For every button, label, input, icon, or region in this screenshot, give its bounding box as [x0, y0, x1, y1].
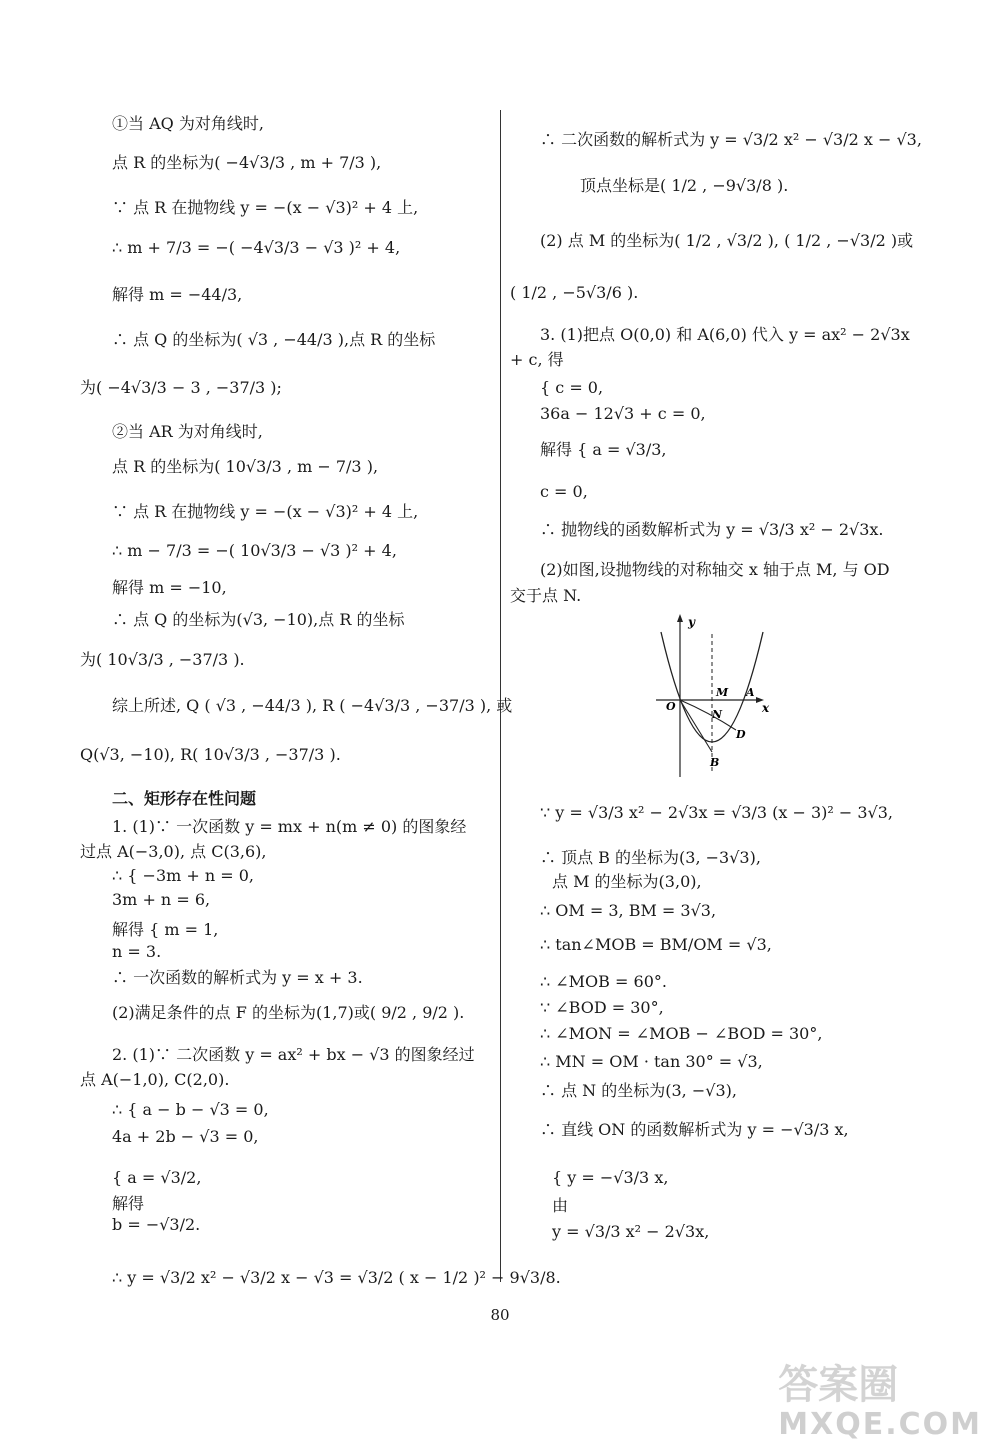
left-column-line: 点 R 的坐标为( 10√3/3 , m − 7/3 ),: [112, 457, 379, 476]
left-column-line: 综上所述, Q ( √3 , −44/3 ), R ( −4√3/3 , −37/3 ), 或: [112, 696, 513, 715]
left-column-line: 点 R 的坐标为( −4√3/3 , m + 7/3 ),: [112, 153, 382, 172]
left-column-line: ∵ 点 R 在抛物线 y = −(x − √3)² + 4 上,: [112, 198, 419, 217]
left-column-line: 1. (1)∵ 一次函数 y = mx + n(m ≠ 0) 的图象经: [112, 817, 467, 836]
right-column-line: 顶点坐标是( 1/2 , −9√3/8 ).: [580, 176, 789, 195]
right-column-line: ∵ y = √3/3 x² − 2√3x = √3/3 (x − 3)² − 3√3,: [540, 803, 894, 822]
page-number: 80: [490, 1306, 510, 1324]
right-column-line: ∴ 直线 ON 的函数解析式为 y = −√3/3 x,: [540, 1120, 849, 1139]
left-column-line: ①当 AQ 为对角线时,: [112, 114, 264, 133]
right-column-line: { y = −√3/3 x,: [552, 1168, 669, 1187]
left-column-line: 2. (1)∵ 二次函数 y = ax² + bx − √3 的图象经过: [112, 1045, 475, 1064]
left-column-line: ∴ 点 Q 的坐标为( √3 , −44/3 ),点 R 的坐标: [112, 330, 436, 349]
right-column-line: ∴ 抛物线的函数解析式为 y = √3/3 x² − 2√3x.: [540, 520, 884, 539]
left-column-line: ∴ 点 Q 的坐标为(√3, −10),点 R 的坐标: [112, 610, 405, 629]
parabola-figure: [648, 612, 778, 782]
right-column-line: ∴ tan∠MOB = BM/OM = √3,: [540, 935, 772, 954]
left-column-line: 点 A(−1,0), C(2,0).: [80, 1070, 230, 1089]
left-column-line: 为( −4√3/3 − 3 , −37/3 );: [80, 378, 282, 397]
right-column-line: ( 1/2 , −5√3/6 ).: [510, 283, 639, 302]
right-column-line: { c = 0,: [540, 378, 604, 397]
right-column-line: ∵ ∠BOD = 30°,: [540, 998, 664, 1017]
left-column-line: 4a + 2b − √3 = 0,: [112, 1127, 259, 1146]
left-column-line: ∴ 一次函数的解析式为 y = x + 3.: [112, 968, 363, 987]
left-column-line: (2)满足条件的点 F 的坐标为(1,7)或( 9/2 , 9/2 ).: [112, 1003, 465, 1022]
left-column-line: ∴ { a − b − √3 = 0,: [112, 1100, 269, 1119]
left-column-line: 解得 m = −44/3,: [112, 285, 243, 304]
left-column-line: Q(√3, −10), R( 10√3/3 , −37/3 ).: [80, 745, 341, 764]
right-column-line: ∴ OM = 3, BM = 3√3,: [540, 901, 717, 920]
watermark-site: MXQE.COM: [778, 1407, 982, 1442]
right-column-line: 点 M 的坐标为(3,0),: [552, 872, 702, 891]
label-d: D: [736, 728, 746, 741]
left-column-line: ②当 AR 为对角线时,: [112, 422, 263, 441]
left-column-line: 解得 m = −10,: [112, 578, 227, 597]
label-x: x: [762, 701, 770, 715]
right-column-line: (2) 点 M 的坐标为( 1/2 , √3/2 ), ( 1/2 , −√3/2 )或: [540, 231, 914, 250]
label-a: A: [746, 686, 755, 699]
left-column-line: ∴ m − 7/3 = −( 10√3/3 − √3 )² + 4,: [112, 541, 397, 560]
right-column-line: (2)如图,设抛物线的对称轴交 x 轴于点 M, 与 OD: [540, 560, 890, 579]
left-column-line: ∴ m + 7/3 = −( −4√3/3 − √3 )² + 4,: [112, 238, 401, 257]
right-column-line: ∴ 顶点 B 的坐标为(3, −3√3),: [540, 848, 761, 867]
right-column-line: ∴ 点 N 的坐标为(3, −√3),: [540, 1081, 737, 1100]
right-column-line: 36a − 12√3 + c = 0,: [540, 404, 706, 423]
right-column-line: 3. (1)把点 O(0,0) 和 A(6,0) 代入 y = ax² − 2√3x: [540, 325, 910, 344]
y-axis-arrow: [677, 614, 683, 622]
segment-od: [680, 700, 736, 730]
right-column-line: c = 0,: [540, 482, 588, 501]
label-o: O: [666, 700, 676, 713]
right-column-line: + c, 得: [510, 350, 564, 369]
left-column-line: ∵ 点 R 在抛物线 y = −(x − √3)² + 4 上,: [112, 502, 419, 521]
left-column-line: 解得 { m = 1,: [112, 920, 219, 939]
left-column-line: n = 3.: [112, 942, 162, 961]
section-heading: 二、矩形存在性问题: [112, 789, 257, 808]
right-column-line: ∴ ∠MOB = 60°.: [540, 972, 667, 991]
left-column-line: 解得: [112, 1194, 145, 1213]
right-column-line: 由: [552, 1196, 569, 1215]
left-column-line: ∴ { −3m + n = 0,: [112, 866, 255, 885]
right-column-line: ∴ ∠MON = ∠MOB − ∠BOD = 30°,: [540, 1024, 823, 1043]
right-column-line: 交于点 N.: [510, 586, 582, 605]
watermark-logo: 答案圈: [778, 1362, 899, 1408]
right-column-line: 解得 { a = √3/3,: [540, 440, 667, 459]
left-column-line: ∴ y = √3/2 x² − √3/2 x − √3 = √3/2 ( x − 1/2 )² − 9√3/8.: [112, 1268, 561, 1287]
left-column-line: { a = √3/2,: [112, 1168, 202, 1187]
label-y: y: [688, 615, 695, 629]
left-column-line: 3m + n = 6,: [112, 890, 211, 909]
left-column-line: 为( 10√3/3 , −37/3 ).: [80, 650, 245, 669]
label-b: B: [710, 756, 720, 769]
label-n: N: [712, 708, 723, 721]
label-m: M: [716, 686, 729, 699]
right-column-line: ∴ MN = OM · tan 30° = √3,: [540, 1052, 763, 1071]
right-column-line: ∴ 二次函数的解析式为 y = √3/2 x² − √3/2 x − √3,: [540, 130, 922, 149]
left-column-line: 过点 A(−3,0), 点 C(3,6),: [80, 842, 267, 861]
watermark: [778, 1363, 982, 1442]
left-column-line: b = −√3/2.: [112, 1215, 201, 1234]
right-column-line: y = √3/3 x² − 2√3x,: [552, 1222, 710, 1241]
